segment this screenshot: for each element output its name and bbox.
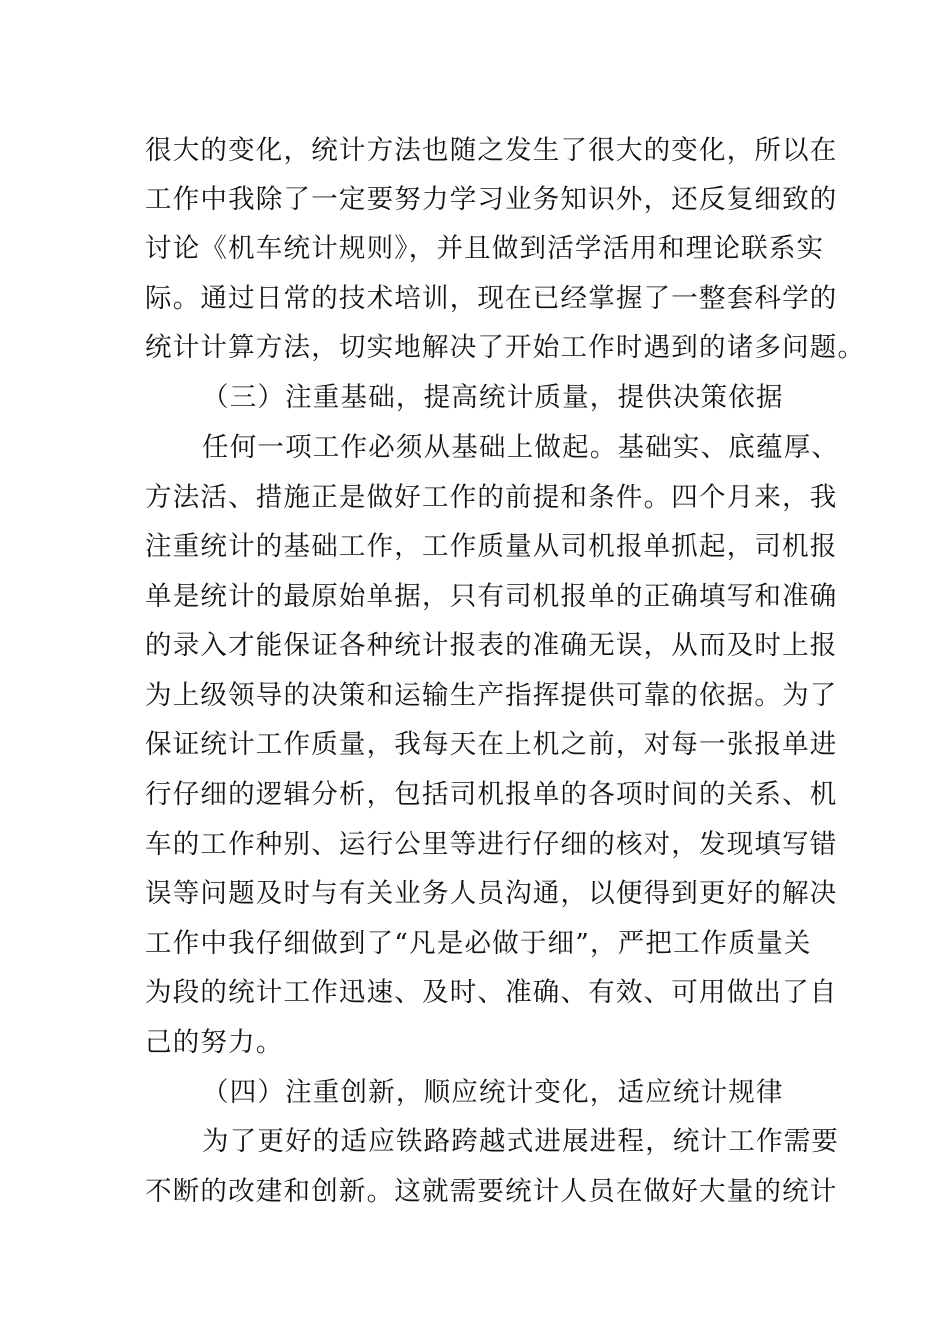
paragraph-line: 为段的统计工作迅速、及时、准确、有效、可用做出了自 <box>145 977 838 1008</box>
paragraph-line: 单是统计的最原始单据，只有司机报单的正确填写和准确 <box>145 581 838 612</box>
paragraph-line: 工作中我除了一定要努力学习业务知识外，还反复细致的 <box>145 184 838 215</box>
paragraph-line: 不断的改建和创新。这就需要统计人员在做好大量的统计 <box>145 1176 838 1207</box>
paragraph-line: 的录入才能保证各种统计报表的准确无误，从而及时上报 <box>145 630 838 661</box>
paragraph-line: 行仔细的逻辑分析，包括司机报单的各项时间的关系、机 <box>145 779 838 810</box>
paragraph-last-line: 己的努力。 <box>145 1027 284 1058</box>
paragraph-line: 保证统计工作质量，我每天在上机之前，对每一张报单进 <box>145 729 838 760</box>
paragraph-line: 误等问题及时与有关业务人员沟通，以便得到更好的解决 <box>145 878 838 909</box>
paragraph-first-line: 任何一项工作必须从基础上做起。基础实、底蕴厚、 <box>202 432 840 463</box>
paragraph-line: 统计计算方法，切实地解决了开始工作时遇到的诸多问题。 <box>145 332 866 363</box>
paragraph-line: 很大的变化，统计方法也随之发生了很大的变化，所以在 <box>145 135 838 166</box>
paragraph-first-line: 为了更好的适应铁路跨越式进展进程，统计工作需要 <box>202 1126 840 1157</box>
paragraph-line: 际。通过日常的技术培训，现在已经掌握了一整套科学的 <box>145 283 838 314</box>
paragraph-line: 注重统计的基础工作，工作质量从司机报单抓起，司机报 <box>145 531 838 562</box>
paragraph-line: 车的工作种别、运行公里等进行仔细的核对，发现填写错 <box>145 829 838 860</box>
section-heading-4: （四）注重创新，顺应统计变化，适应统计规律 <box>202 1077 784 1108</box>
paragraph-line: 方法活、措施正是做好工作的前提和条件。四个月来，我 <box>145 482 838 513</box>
paragraph-line: 工作中我仔细做到了“凡是必做于细”，严把工作质量关 <box>145 928 812 959</box>
paragraph-line: 为上级领导的决策和运输生产指挥提供可靠的依据。为了 <box>145 680 838 711</box>
paragraph-line: 讨论《机车统计规则》，并且做到活学活用和理论联系实 <box>145 233 825 264</box>
section-heading-3: （三）注重基础，提高统计质量，提供决策依据 <box>202 382 784 413</box>
